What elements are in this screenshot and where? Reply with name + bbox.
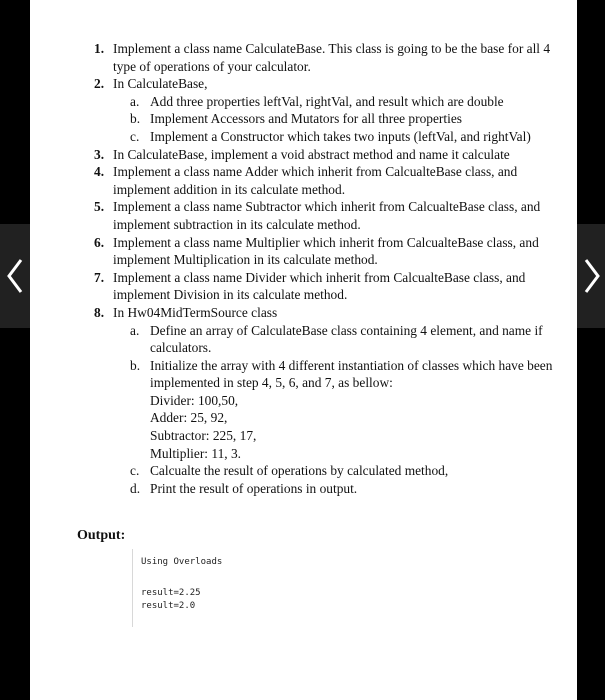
list-item xyxy=(30,75,553,93)
instantiation-line: Adder: 25, 92, xyxy=(150,410,228,426)
instantiation-line: Subtractor: 225, 17, xyxy=(150,428,257,444)
item-text: Implement a class name Multiplier which inherit from CalcualteBase class, and implement Multiplication in its calculate method. xyxy=(113,234,539,268)
sub-item-letter: d. xyxy=(130,480,141,496)
list-item xyxy=(30,234,553,269)
sub-item xyxy=(30,480,560,498)
sub-item-text: Implement a Constructor which takes two inputs (leftVal, and rightVal) xyxy=(150,128,531,144)
item-number: 8. xyxy=(94,304,105,320)
item-number: 7. xyxy=(94,269,105,285)
left-margin xyxy=(0,0,30,700)
console-line: result=2.25 xyxy=(141,588,201,598)
console-title: Using Overloads xyxy=(141,557,223,567)
sub-item xyxy=(30,322,560,357)
sub-item-text: Print the result of operations in output. xyxy=(150,480,358,496)
item-text: Implement a class name CalculateBase. This class is going to be the base for all 4 type of operations of your calculator. xyxy=(113,41,551,74)
document-page xyxy=(30,0,577,700)
output-label: Output: xyxy=(77,528,126,543)
chevron-left-icon xyxy=(4,254,26,298)
sub-item-letter: a. xyxy=(130,93,140,109)
list-item xyxy=(30,304,553,322)
item-number: 6. xyxy=(94,234,105,250)
sub-item-text: Initialize the array with 4 different instantiation of classes which have been implemented in step 4, 5, 6, and 7, as bellow: xyxy=(150,357,553,391)
right-margin xyxy=(577,0,605,700)
previous-page-button[interactable] xyxy=(4,254,26,298)
item-text: Implement a class name Adder which inherit from CalcualteBase class, and implement addition in its calculate method. xyxy=(113,164,518,197)
list-item xyxy=(30,146,553,164)
list-item xyxy=(30,269,553,304)
item-number: 1. xyxy=(94,41,105,56)
item-number: 2. xyxy=(94,76,105,92)
list-item xyxy=(30,40,553,75)
sub-item-letter: c. xyxy=(130,128,140,144)
assignment-list xyxy=(30,40,577,497)
sub-item xyxy=(30,128,560,146)
sub-item-letter: b. xyxy=(130,111,141,127)
sub-item-letter: a. xyxy=(130,322,140,338)
sub-item-text: Define an array of CalculateBase class containing 4 element, and name if calculators. xyxy=(150,322,543,356)
list-item xyxy=(30,198,553,233)
item-number: 5. xyxy=(94,199,105,215)
instantiation-line: Multiplier: 11, 3. xyxy=(150,445,242,461)
next-page-button[interactable] xyxy=(581,254,603,298)
console-line: result=2.0 xyxy=(141,601,196,611)
item-text: In CalculateBase, xyxy=(113,76,208,92)
item-text: In CalculateBase, implement a void abstract method and name it calculate xyxy=(113,146,510,162)
sub-item xyxy=(30,93,560,111)
sub-item xyxy=(30,110,560,128)
item-number: 3. xyxy=(94,146,105,162)
console-output xyxy=(132,549,313,627)
item-text: In Hw04MidTermSource class xyxy=(113,304,278,320)
assignment-list-container xyxy=(30,40,577,497)
item-text: Implement a class name Subtractor which inherit from CalcualteBase class, and implement subtraction in its calculate method. xyxy=(113,199,541,232)
sub-item-text: Calcualte the result of operations by calculated method, xyxy=(150,463,449,479)
item-number: 4. xyxy=(94,164,105,180)
sub-item-text: Add three properties leftVal, rightVal, and result which are double xyxy=(150,93,504,109)
list-item xyxy=(30,163,553,198)
item-text: Implement a class name Divider which inherit from CalcualteBase class, and implement Division in its calculate method. xyxy=(113,269,526,303)
sub-item xyxy=(30,357,560,392)
sub-item-letter: c. xyxy=(130,463,140,479)
chevron-right-icon xyxy=(581,254,603,298)
sub-item-text: Implement Accessors and Mutators for all three properties xyxy=(150,111,462,127)
instantiation-line: Divider: 100,50, xyxy=(150,392,239,408)
sub-item-letter: b. xyxy=(130,357,141,373)
sub-item xyxy=(30,462,560,480)
